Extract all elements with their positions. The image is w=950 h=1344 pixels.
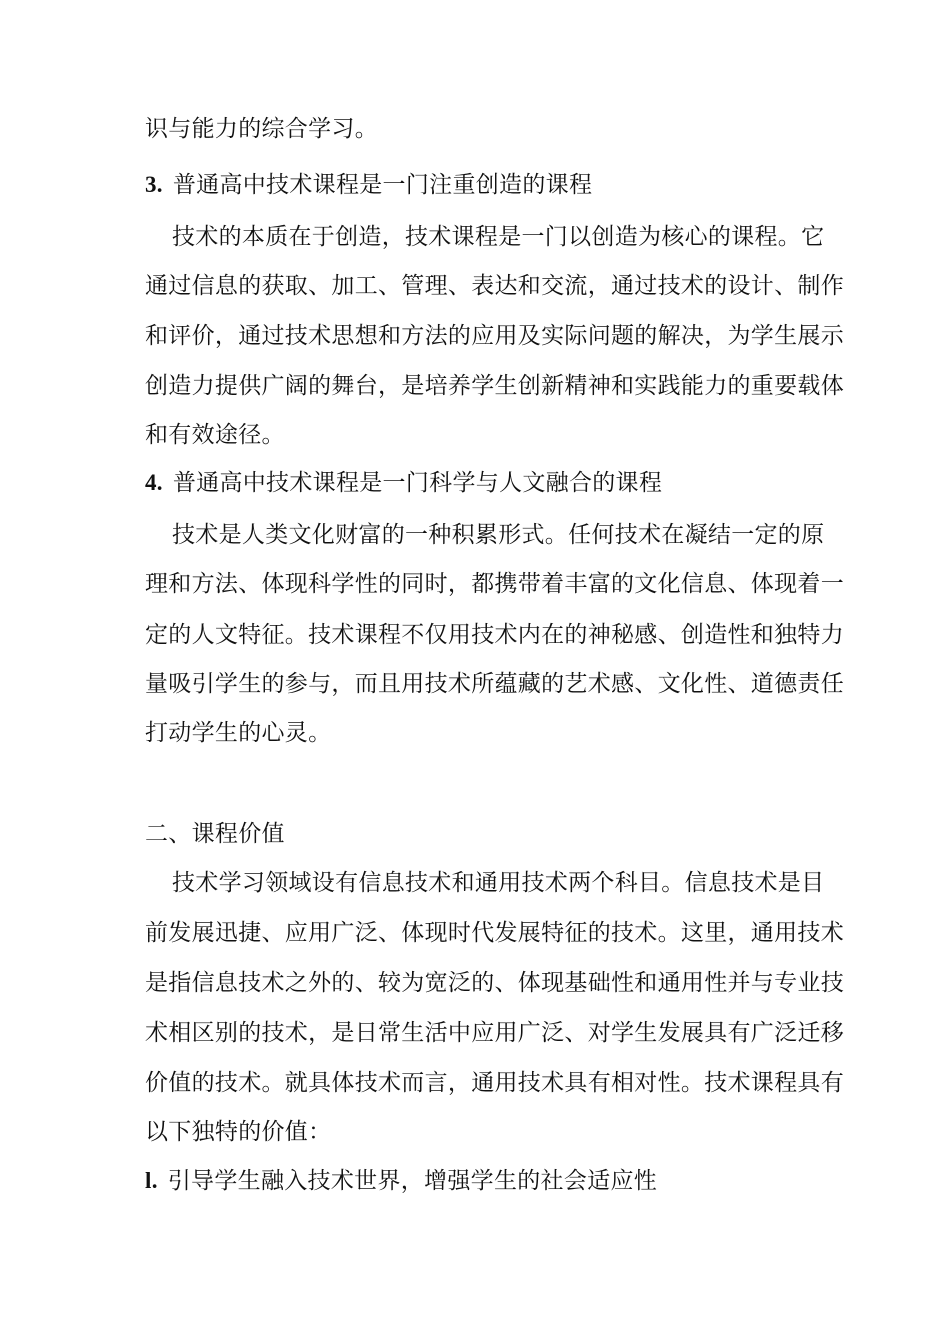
paragraph-line: 技术学习领域设有信息技术和通用技术两个科目。信息技术是目 <box>172 870 825 896</box>
numbered-heading-3 <box>145 169 815 201</box>
paragraph-line: 术相区别的技术，是日常生活中应用广泛、对学生发展具有广泛迁移 <box>145 1020 844 1046</box>
heading-number: 4. <box>145 470 163 495</box>
paragraph-line: 技术是人类文化财富的一种积累形式。任何技术在凝结一定的原 <box>172 522 825 548</box>
paragraph-line: 量吸引学生的参与，而且用技术所蕴藏的艺术感、文化性、道德责任 <box>145 671 844 697</box>
heading-text: 普通高中技术课程是一门科学与人文融合的课程 <box>172 470 663 496</box>
heading-text: 引导学生融入技术世界，增强学生的社会适应性 <box>167 1168 658 1194</box>
paragraph-line: 是指信息技术之外的、较为宽泛的、体现基础性和通用性并与专业技 <box>145 970 844 996</box>
heading-text: 普通高中技术课程是一门注重创造的课程 <box>172 172 593 198</box>
paragraph-line: 通过信息的获取、加工、管理、表达和交流，通过技术的设计、制作 <box>145 273 844 299</box>
paragraph-line: 前发展迅捷、应用广泛、体现时代发展特征的技术。这里，通用技术 <box>145 920 844 946</box>
heading-number: 3. <box>145 172 163 197</box>
paragraph-line: 和有效途径。 <box>145 422 285 448</box>
paragraph-line: 和评价，通过技术思想和方法的应用及实际问题的解决，为学生展示 <box>145 323 844 349</box>
numbered-heading-4 <box>145 467 815 499</box>
paragraph-line: 打动学生的心灵。 <box>145 720 332 746</box>
numbered-heading-1 <box>145 1165 815 1197</box>
heading-number: l. <box>145 1168 158 1193</box>
section-heading: 二、课程价值 <box>145 821 285 847</box>
paragraph-line: 理和方法、体现科学性的同时，都携带着丰富的文化信息、体现着一 <box>145 571 844 597</box>
paragraph-line: 定的人文特征。技术课程不仅用技术内在的神秘感、创造性和独特力 <box>145 622 844 648</box>
paragraph-line: 价值的技术。就具体技术而言，通用技术具有相对性。技术课程具有 <box>145 1070 844 1096</box>
paragraph-line: 创造力提供广阔的舞台，是培养学生创新精神和实践能力的重要载体 <box>145 373 844 399</box>
paragraph-line: 以下独特的价值： <box>145 1119 332 1145</box>
paragraph-line: 技术的本质在于创造，技术课程是一门以创造为核心的课程。它 <box>172 224 825 250</box>
paragraph-line: 识与能力的综合学习。 <box>145 116 378 142</box>
